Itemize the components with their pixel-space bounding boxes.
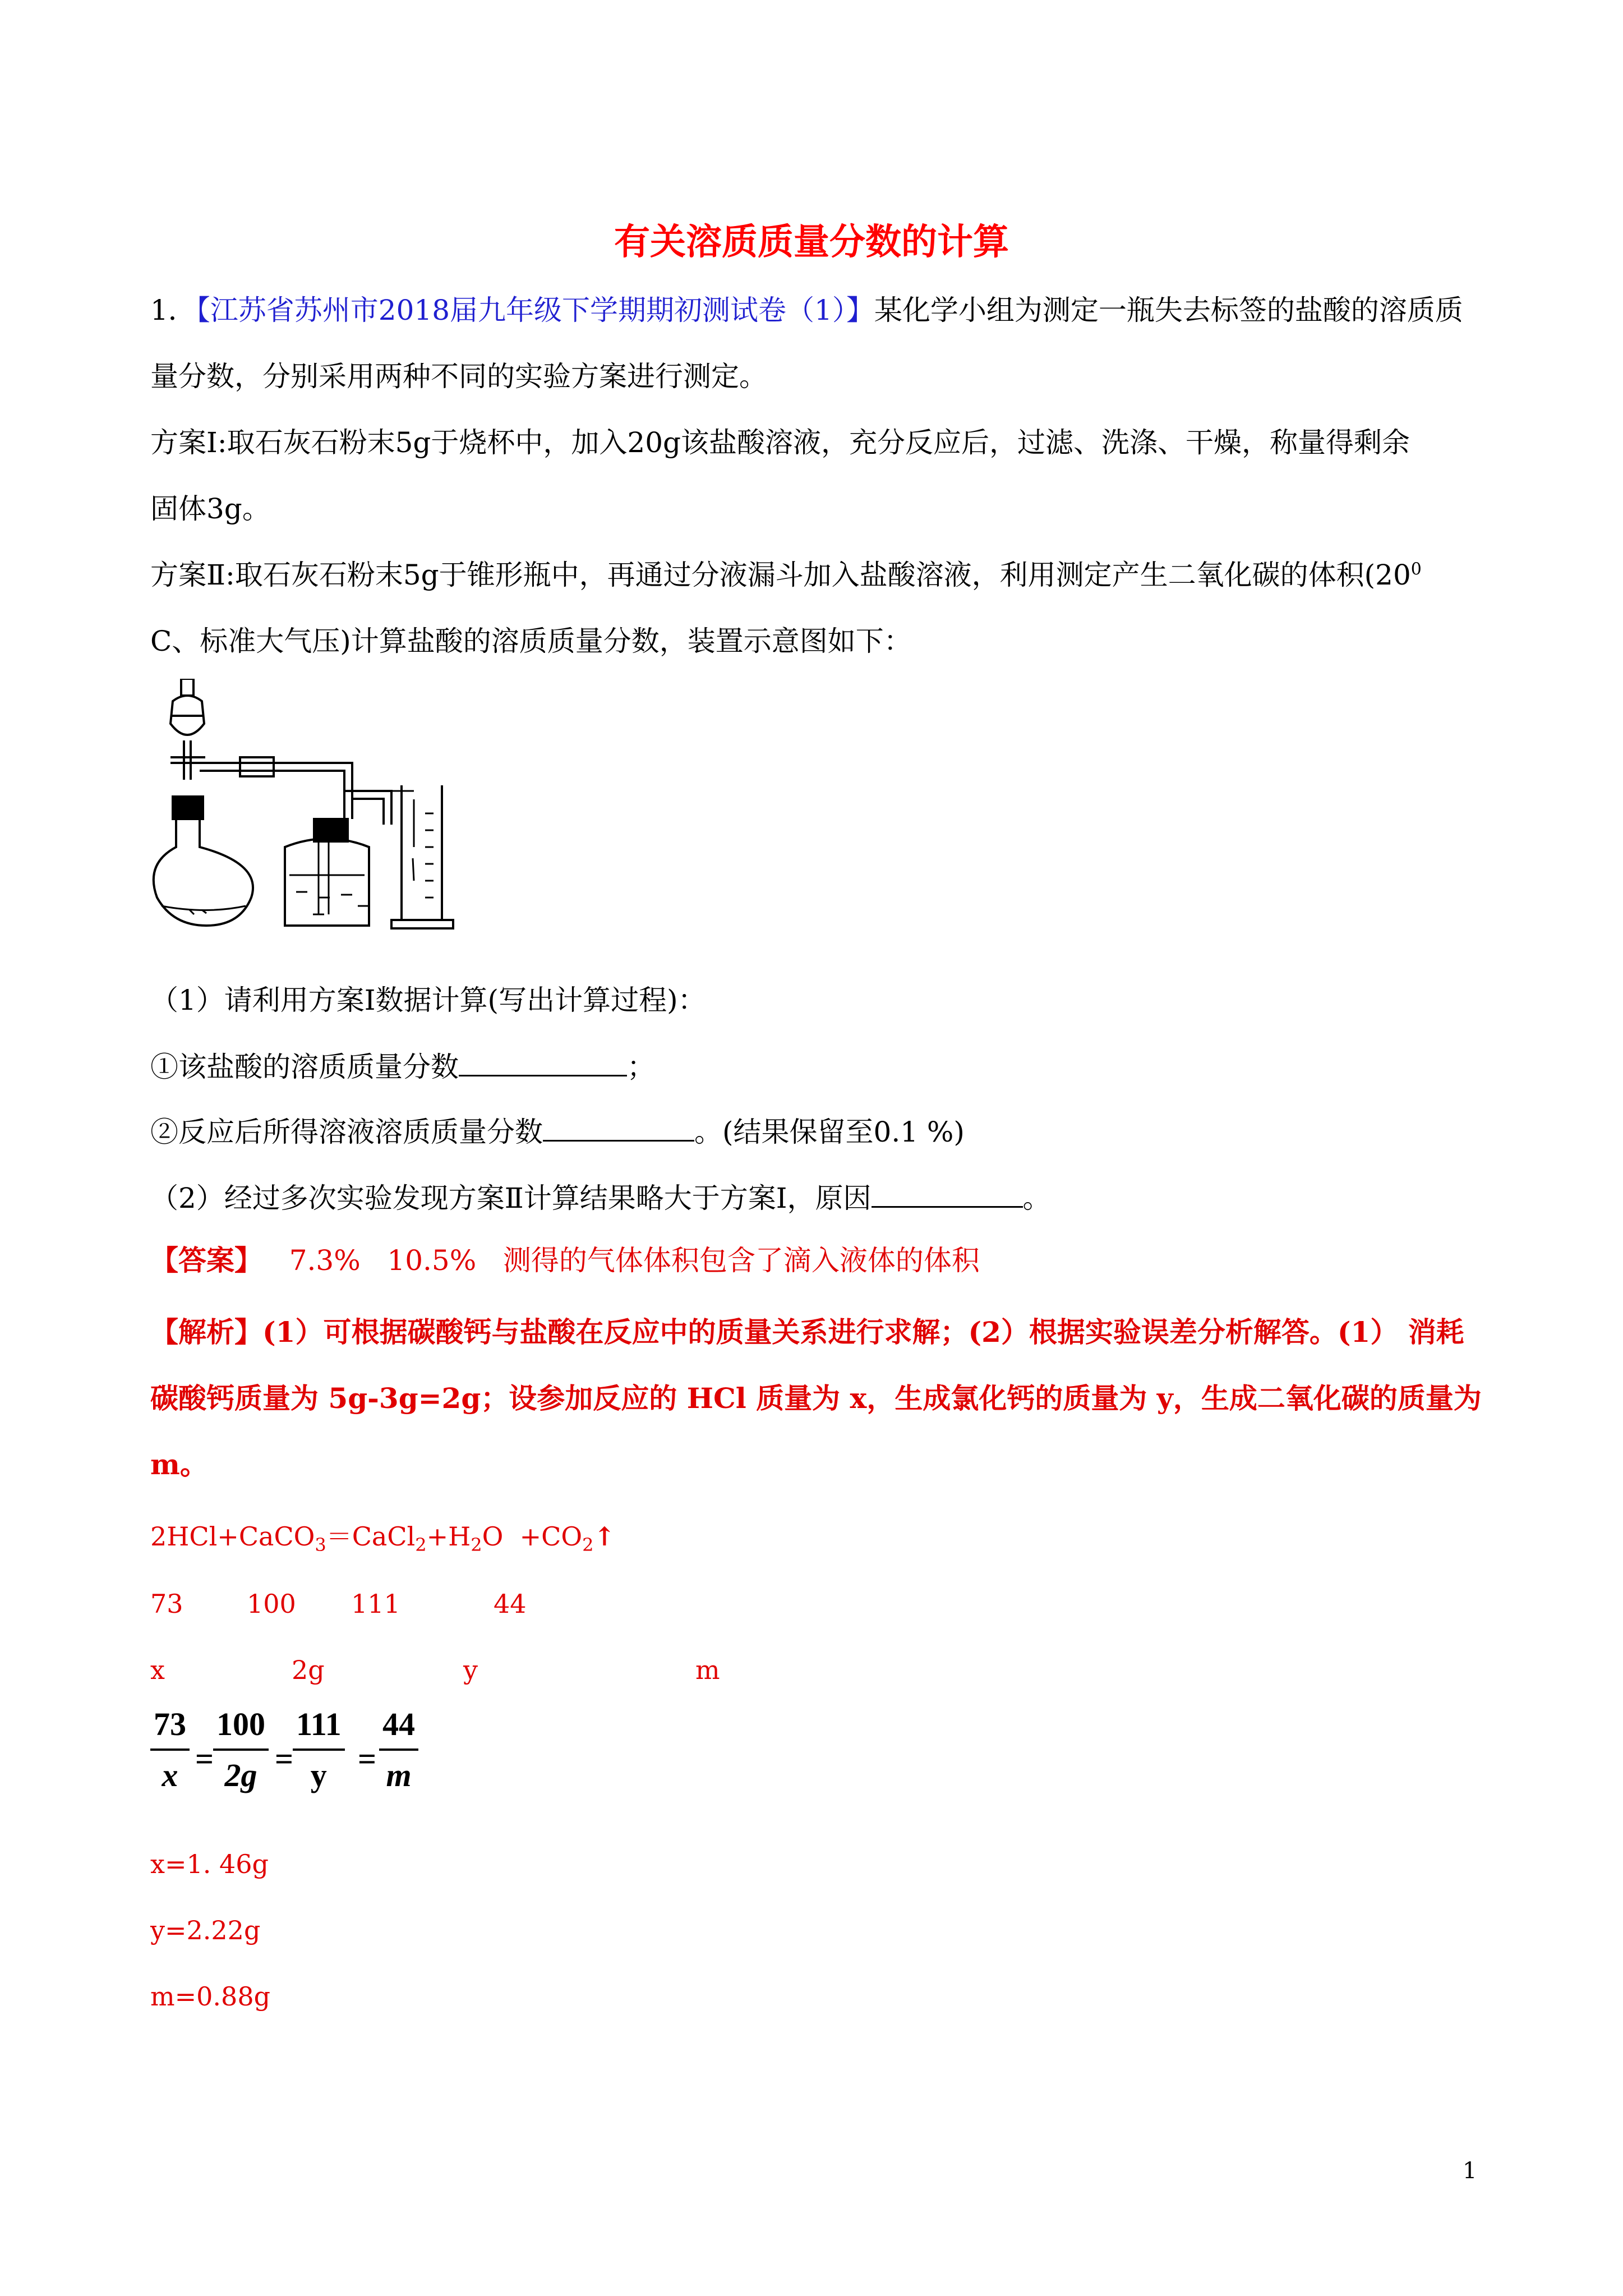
- subquestion-2: [150, 1184, 1051, 1212]
- mass-co2: 44: [494, 1589, 527, 1619]
- result-y: y=2.22g: [150, 1915, 261, 1945]
- subquestion-1a-end: ；: [627, 1051, 655, 1083]
- subquestion-2-end: 。: [1022, 1182, 1051, 1214]
- mass-caco3: 100: [247, 1589, 296, 1619]
- subquestion-1b: [150, 1117, 965, 1146]
- var-2g: 2g: [292, 1655, 325, 1685]
- plan1-line1: 方案Ⅰ:取石灰石粉末5g于烧杯中，加入20g该盐酸溶液，充分反应后，过滤、洗涤、干燥，称量得剩余: [150, 426, 1410, 459]
- graduated-cylinder: [391, 785, 453, 928]
- answer-blank-2[interactable]: [543, 1117, 694, 1142]
- delivery-tube-1: [200, 763, 352, 819]
- plan2-text: 方案Ⅱ:取石灰石粉末5g于锥形瓶中，再通过分液漏斗加入盐酸溶液，利用测定产生二氧化碳的体积(20: [150, 559, 1411, 591]
- var-y: y: [463, 1655, 478, 1685]
- mass-hcl: 73: [150, 1589, 183, 1619]
- subquestion-1b-end: 。(结果保留至0.1 %): [694, 1116, 965, 1148]
- subquestion-1a-text: ①该盐酸的溶质质量分数: [150, 1051, 459, 1083]
- mass-cacl2: 111: [351, 1589, 400, 1619]
- page-title: 有关溶质质量分数的计算: [614, 222, 1009, 263]
- round-bottom-flask: [154, 797, 253, 926]
- separatory-funnel: [170, 679, 205, 780]
- var-m: m: [695, 1655, 720, 1685]
- var-x: x: [150, 1655, 165, 1685]
- plan2-line1: [150, 561, 1422, 589]
- subquestion-1a: [150, 1052, 655, 1081]
- subquestion-1: （1）请利用方案Ⅰ数据计算(写出计算过程)：: [150, 984, 706, 1016]
- plan2-line2: C、标准大气压)计算盐酸的溶质质量分数，装置示意图如下：: [150, 625, 912, 657]
- answer-blank-1[interactable]: [459, 1052, 627, 1076]
- result-x: x=1. 46g: [150, 1849, 269, 1879]
- answer-blank-3[interactable]: [872, 1184, 1023, 1208]
- gas-arrow-icon: ↑: [593, 1521, 615, 1552]
- answer-label: 【答案】: [150, 1244, 262, 1277]
- plan1-line2: 固体3g。: [150, 493, 270, 525]
- analysis-line2: 碳酸钙质量为 5g-3g=2g；设参加反应的 HCl 质量为 x，生成氯化钙的质量为 y，生成二氧化碳的质量为: [150, 1382, 1482, 1415]
- answer-text: 7.3% 10.5% 测得的气体体积包含了滴入液体的体积: [289, 1244, 980, 1277]
- page-number: 1: [1463, 2158, 1477, 2184]
- degree-superscript: 0: [1410, 559, 1422, 579]
- question-number: 1．: [150, 294, 196, 326]
- equals-sign-2: =: [275, 1741, 294, 1777]
- fraction-2: $\frac{100}{2g}$: [213, 1705, 269, 1794]
- subquestion-2-text: （2）经过多次实验发现方案Ⅱ计算结果略大于方案Ⅰ，原因: [150, 1182, 872, 1214]
- question-intro-line2: 量分数，分别采用两种不同的实验方案进行测定。: [150, 360, 767, 393]
- analysis-line3: m。: [150, 1448, 208, 1481]
- result-m: m=0.88g: [150, 1981, 271, 2012]
- apparatus-diagram: [150, 679, 464, 942]
- chemical-equation: $2HCl+CaCO_3=CaCl_2+H_2O$ $+CO_2↑$: [150, 1521, 615, 1556]
- fraction-1: $\frac{73}{x}$: [150, 1705, 190, 1794]
- subquestion-1b-text: ②反应后所得溶液溶质质量分数: [150, 1116, 543, 1148]
- analysis-line1: 【解析】(1）可根据碳酸钙与盐酸在反应中的质量关系进行求解；(2）根据实验误差分析解答。(1） 消耗: [150, 1315, 1464, 1349]
- fraction-3: $\frac{111}{y}$: [293, 1705, 345, 1794]
- question-source: 【江苏省苏州市2018届九年级下学期期初测试卷（1）】: [196, 294, 874, 326]
- wash-bottle: [285, 791, 391, 926]
- question-intro-text: 某化学小组为测定一瓶失去标签的盐酸的溶质质: [874, 294, 1463, 326]
- equals-sign-3: =: [358, 1741, 377, 1777]
- question-1-intro: [150, 296, 1463, 324]
- answer-line: [150, 1244, 980, 1277]
- equals-sign-1: =: [195, 1741, 214, 1777]
- fraction-4: $\frac{44}{m}$: [379, 1705, 418, 1794]
- rubber-joint: [240, 757, 274, 776]
